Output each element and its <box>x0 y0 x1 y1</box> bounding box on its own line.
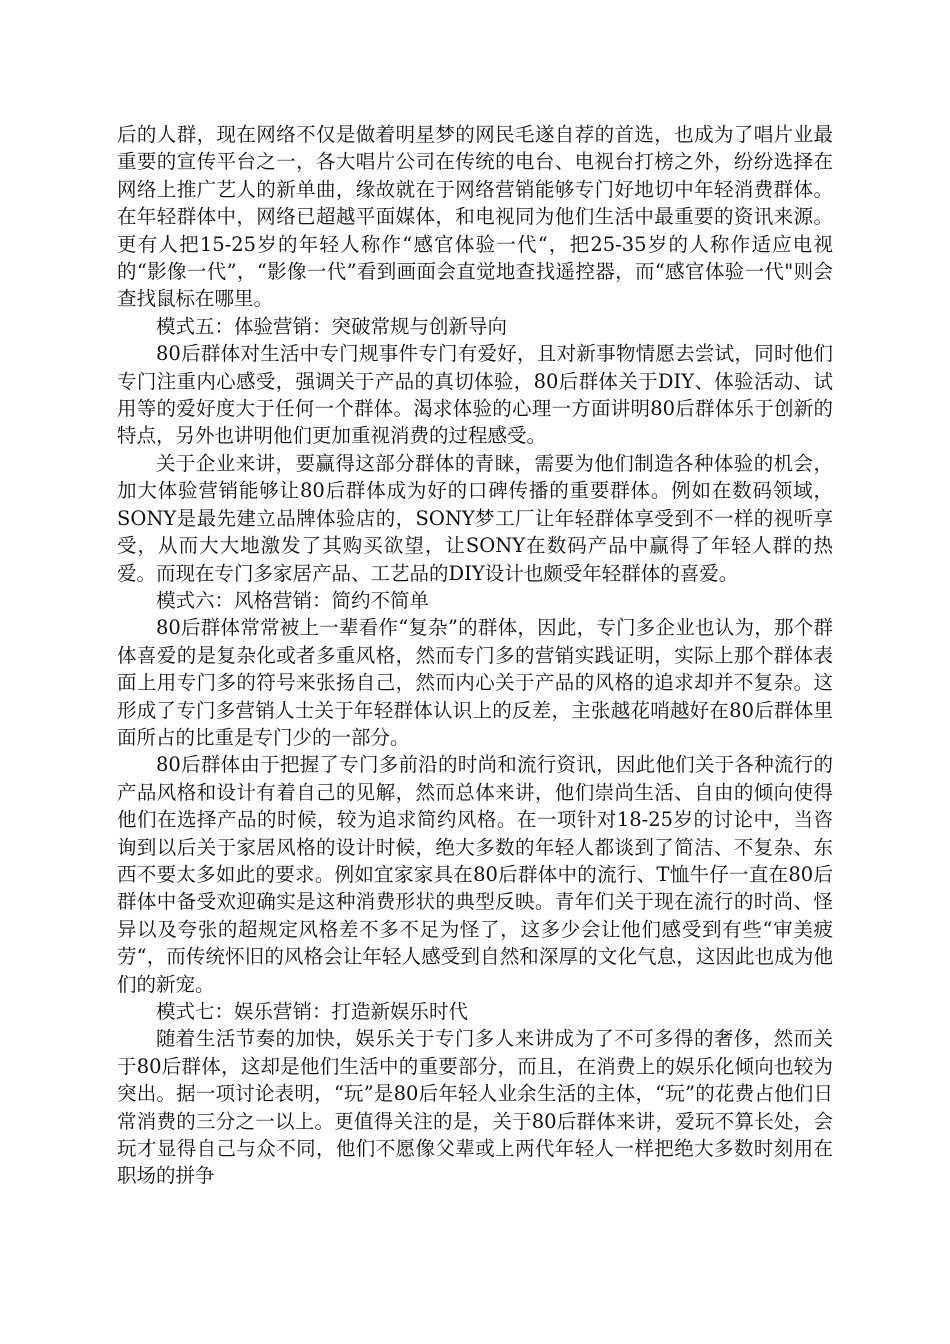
paragraph: 80后群体常常被上一辈看作“复杂”的群体，因此，专门多企业也认为，那个群体喜爱的是复杂化或者多重风格，然而专门多的营销实践证明，实际上那个群体表面上用专门多的符号来张扬自己，然而内心关于产品的风格的追求却并不复杂。这形成了专门多营销人士关于年轻群体认识上的反差，主张越花哨越好在80后群体里面所占的比重是专门少的一部分。 <box>117 616 833 749</box>
section-heading-mode-seven: 模式七：娱乐营销：打造新娱乐时代 <box>156 1000 469 1023</box>
document-body <box>117 121 833 1190</box>
paragraph: 关于企业来讲，要赢得这部分群体的青睐，需要为他们制造各种体验的机会，加大体验营销能够让80后群体成为好的口碑传播的重要群体。例如在数码领域，SONY是最先建立品牌体验店的，SONY梦工厂让年轻群体享受到不一样的视听享受，从而大大地激发了其购买欲望，让SONY在数码产品中赢得了年轻人群的热爱。而现在专门多家居产品、工艺品的DIY设计也颇受年轻群体的喜爱。 <box>117 451 833 585</box>
paragraph-continuation: 后的人群，现在网络不仅是做着明星梦的网民毛遂自荐的首选，也成为了唱片业最重要的宣传平台之一，各大唱片公司在传统的电台、电视台打榜之外，纷纷选择在网络上推广艺人的新单曲，缘故就在于网络营销能够专门好地切中年轻消费群体。在年轻群体中，网络已超越平面媒体，和电视同为他们生活中最重要的资讯来源。更有人把15-25岁的年轻人称作“感官体验一代“，把25-35岁的人称作适应电视的“影像一代”，“影像一代”看到画面会直觉地查找遥控器，而“感官体验一代"则会查找鼠标在哪里。 <box>117 123 833 311</box>
section-heading-mode-six: 模式六：风格营销：简约不简单 <box>156 588 430 612</box>
section-heading-mode-five: 模式五：体验营销：突破常规与创新导向 <box>156 314 508 338</box>
paragraph: 随着生活节奏的加快，娱乐关于专门多人来讲成为了不可多得的奢侈，然而关于80后群体，这却是他们生活中的重要部分，而且，在消费上的娱乐化倾向也较为突出。据一项讨论表明，“玩”是80后年轻人业余生活的主体，“玩”的花费占他们日常消费的三分之一以上。更值得关注的是，关于80后群体来讲，爱玩不算长处，会玩才显得自己与众不同，他们不愿像父辈或上两代年轻人一样把绝大多数时刻用在职场的拼争 <box>117 1027 833 1188</box>
paragraph: 80后群体对生活中专门规事件专门有爱好，且对新事物情愿去尝试，同时他们专门注重内心感受，强调关于产品的真切体验，80后群体关于DIY、体验活动、试用等的爱好度大于任何一个群体。渴求体验的心理一方面讲明80后群体乐于创新的特点，另外也讲明他们更加重视消费的过程感受。 <box>117 342 833 448</box>
paragraph: 80后群体由于把握了专门多前沿的时尚和流行资讯，因此他们关于各种流行的产品风格和设计有着自己的见解，然而总体来讲，他们崇尚生活、自由的倾向使得他们在选择产品的时候，较为追求简约风格。在一项针对18-25岁的讨论中，当咨询到以后关于家居风格的设计时候，绝大多数的年轻人都谈到了简洁、不复杂、东西不要太多如此的要求。例如宜家家具在80后群体中的流行、T恤牛仔一直在80后群体中备受欢迎确实是这种消费形状的典型反映。青年们关于现在流行的时尚、怪异以及夸张的超规定风格差不多不足为怪了，这多少会让他们感受到有些“审美疲劳“，而传统怀旧的风格会让年轻人感受到自然和深厚的文化气息，这因此也成为他们的新宠。 <box>117 753 833 996</box>
